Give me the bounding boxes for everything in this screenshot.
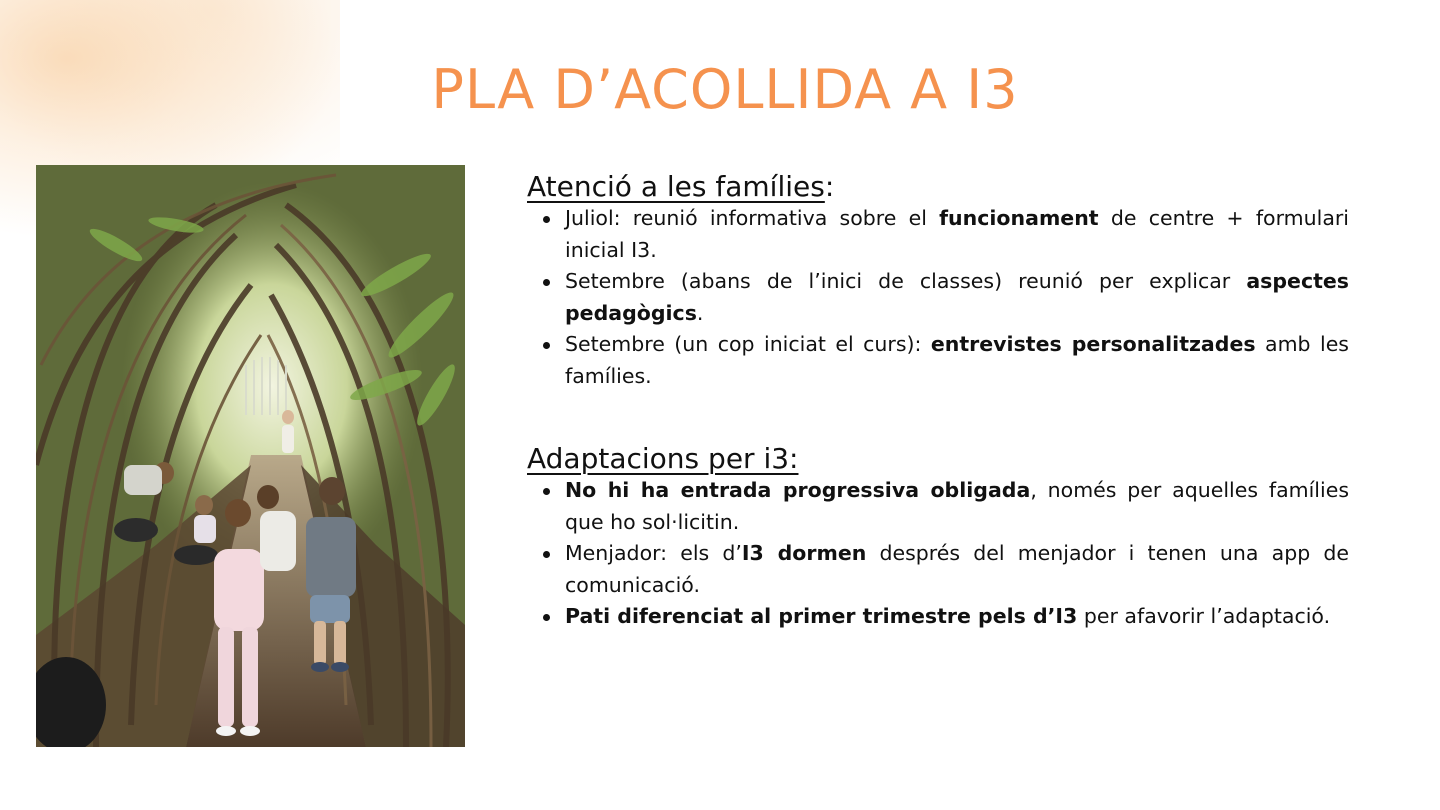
bullet-text: per afavorir l’adaptació. [1077, 604, 1331, 628]
bullet-item [527, 601, 1349, 633]
section-heading-adaptations-text: Adaptacions per i3: [527, 442, 799, 475]
section-adaptations [527, 442, 1349, 633]
adaptations-list [527, 475, 1349, 633]
bullet-text: Juliol: reunió informativa sobre el [565, 206, 940, 230]
section-heading-families [527, 170, 1349, 203]
children-willow-tunnel-photo [36, 165, 465, 747]
bullet-text: de centre + formulari inicial I3. [565, 206, 1349, 262]
bullet-bold-text: No hi ha entrada progressiva obligada [565, 478, 1031, 502]
bullet-text: Setembre (un cop iniciat el curs): [565, 332, 931, 356]
bullet-item [527, 538, 1349, 601]
bullet-text: amb les famílies. [565, 332, 1349, 388]
bullet-bold-text: funcionament [939, 206, 1099, 230]
section-heading-adaptations [527, 442, 1349, 475]
families-list [527, 203, 1349, 392]
bullet-text: . [696, 300, 704, 325]
bullet-bold-text: entrevistes personalitzades [930, 332, 1256, 356]
content-column [527, 170, 1349, 633]
bullet-text: després del menjador i tenen una app de comunicació. [565, 541, 1350, 597]
section-heading-families-colon: : [824, 170, 835, 203]
bullet-bold-text: Pati diferenciat al primer trimestre pels d’I3 [565, 604, 1078, 628]
bullet-item [527, 203, 1349, 266]
section-families [527, 170, 1349, 392]
bullet-text: , només per aquelles famílies que ho sol·licitin. [565, 478, 1349, 534]
bullet-bold-text: I3 dormen [741, 541, 867, 565]
bullet-text: Setembre (abans de l’inici de classes) reunió per explicar [565, 269, 1247, 293]
section-heading-families-text: Atenció a les famílies [527, 170, 825, 203]
bullet-bold-text: aspectes pedagògics [565, 269, 1349, 325]
page-title: PLA D’ACOLLIDA A I3 [431, 58, 1019, 121]
bullet-text: Menjador: els d’ [565, 541, 742, 565]
bullet-item [527, 475, 1349, 538]
bullet-item [527, 329, 1349, 392]
bullet-item [527, 266, 1349, 329]
